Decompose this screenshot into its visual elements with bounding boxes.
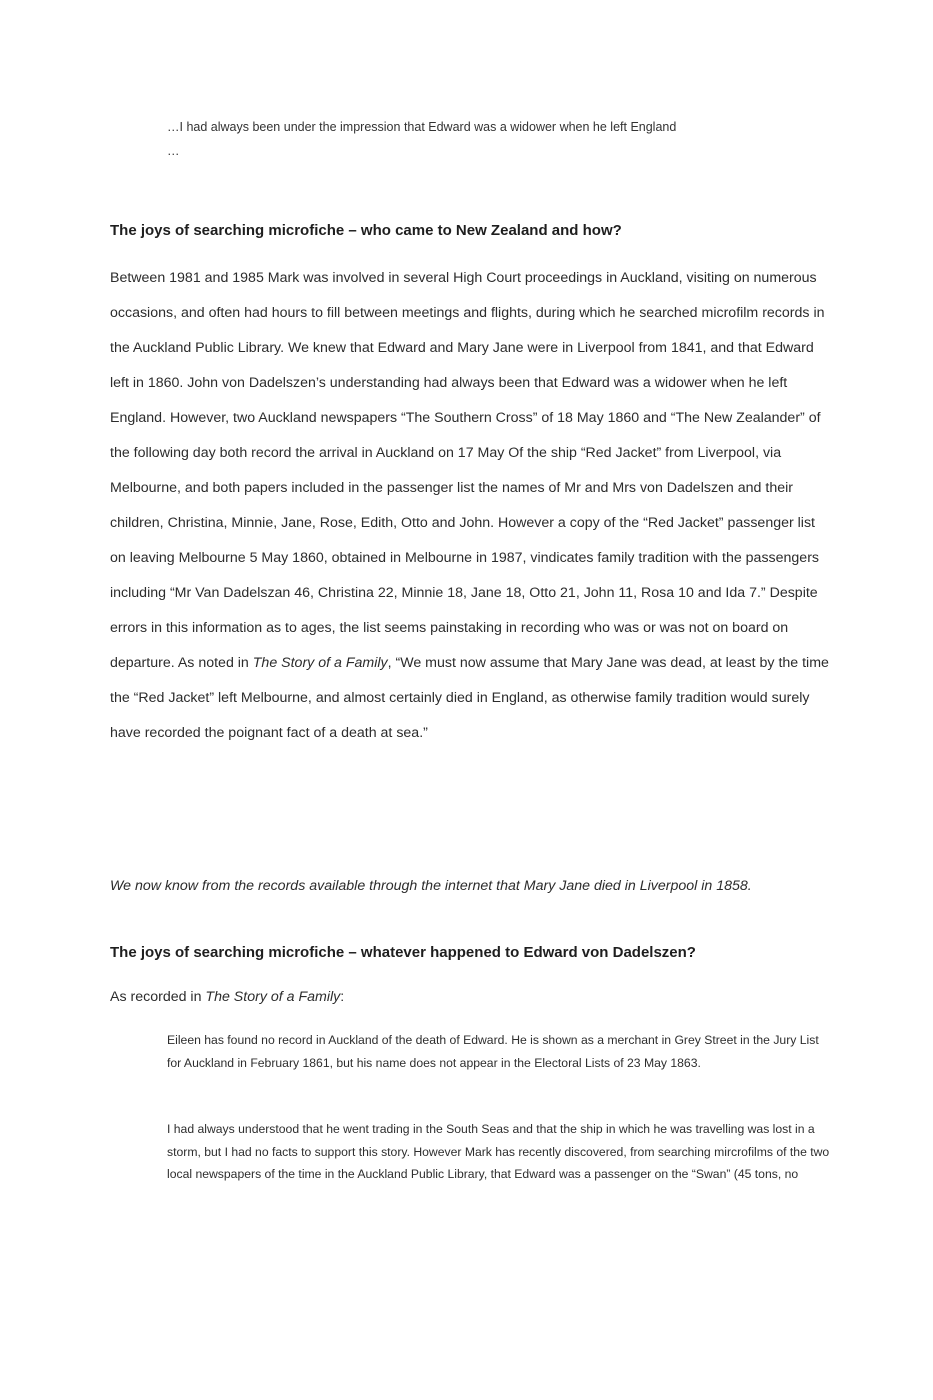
intro-prefix: As recorded in	[110, 989, 206, 1005]
book-title: The Story of a Family	[252, 655, 388, 671]
recorded-intro	[110, 985, 810, 1009]
arrivals-paragraph-text: Between 1981 and 1985 Mark was involved in several High Court proceedings in Auckland, visiting on numerous occasions, and often had hours to fill between meetings and flights, during which he searched microfilm records in the Auckland Public Library. We knew that Edward and Mary Jane were in Liverpool from 1841, and that Edward left in 1860. John von Dadelszen’s understanding had always been that Edward was a widower when he left England. However, two Auckland newspapers “The Southern Cross” of 18 May 1860 and “The New Zealander” of the following day both record the arrival in Auckland on 17 May Of the ship “Red Jacket” from Liverpool, via Melbourne, and both papers included in the passenger list the names of Mr and Mrs von Dadelszen and their children, Christina, Minnie, Jane, Rose, Edith, Otto and John. However a copy of the “Red Jacket” passenger list on leaving Melbourne 5 May 1860, obtained in Melbourne in 1987, vindicates family tradition with the passengers including “Mr Van Dadelszan 46, Christina 22, Minnie 18, Jane 18, Otto 21, John 11, Rosa 10 and Ida 7.” Despite errors in this information as to ages, the list seems painstaking in recording who was or was not on board on departure. As noted in	[110, 270, 825, 671]
section-heading-edward: The joys of searching microfiche – whatever happened to Edward von Dadelszen?	[110, 944, 696, 961]
intro-book-title: The Story of a Family	[205, 989, 341, 1005]
intro-suffix: :	[340, 989, 345, 1005]
top-quote	[167, 113, 847, 165]
arrivals-paragraph	[110, 261, 830, 751]
arrivals-paragraph-quote: , “We must now assume that Mary Jane was dead, at least by the time the “Red Jacket” left Melbourne, and almost certainly died in England, as otherwise family tradition would surely have recorded the poignant fact of a death at sea.”	[110, 655, 829, 741]
top-quote-tail: …	[167, 144, 180, 158]
section-heading-arrivals: The joys of searching microfiche – who came to New Zealand and how?	[110, 222, 622, 239]
block-quote-swan: I had always understood that he went trading in the South Seas and that the ship in which he was travelling was lost in a storm, but I had no facts to support this story. However Mark has recently discovered, from searching mircrofilms of the two local newspapers of the time in the Auckland Public Library, that Edward was a passenger on the “Swan” (45 tons, no	[167, 1122, 830, 1181]
internet-records-note: We now know from the records available through the internet that Mary Jane died in Liverpool in 1858.	[110, 878, 752, 894]
block-quote-eileen: Eileen has found no record in Auckland of the death of Edward. He is shown as a merchant in Grey Street in the Jury List for Auckland in February 1861, but his name does not appear in the Electoral Lists of 23 May 1863.	[167, 1033, 819, 1070]
top-quote-text: …I had always been under the impression that Edward was a widower when he left England	[167, 120, 677, 134]
